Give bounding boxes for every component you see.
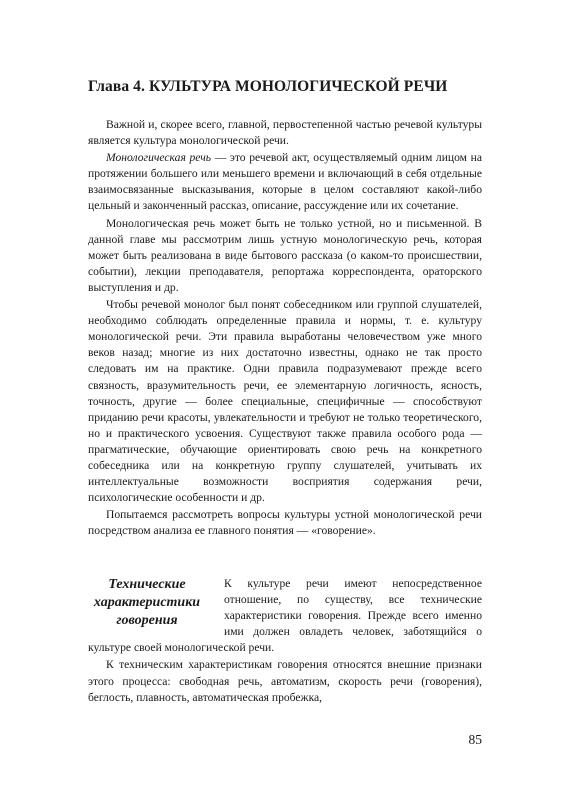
section-heading: Технические характеристики говорения — [93, 577, 201, 628]
paragraph-2-text: — это речевой акт, осуществляемый одним лицом на протяжении большего или меньшего времени и включающий в себя отдельные взаимосвязанные высказывания, которые в целом составляют какой-либо цельный и законченный рассказ, описание, рассуждение или их сочетание. — [88, 151, 482, 213]
paragraph-5: Попытаемся рассмотреть вопросы культуры устной монологической речи посредством анализа ее главного понятия — «говорение». — [88, 508, 482, 538]
section-technical-characteristics — [88, 576, 482, 706]
page-number: 85 — [468, 732, 482, 747]
section-paragraph-2: К техническим характеристикам говорения относятся внешние признаки этого процесса: свободная речь, автоматизм, скорость речи (говорения), беглость, плавность, автоматическая пробежка, — [88, 658, 482, 704]
section-paragraph-1: К культуре речи имеют непосредственное отношение, по существу, все технические характеристики говорения. Прежде всего именно ими должен овладеть человек, заботящийся о культуре своей монологической речи. — [88, 577, 482, 655]
term-monologic-speech: Монологическая речь — [106, 151, 212, 165]
paragraph-4: Чтобы речевой монолог был понят собеседником или группой слушателей, необходимо соблюдать определенные правила и нормы, т. е. культуру монологической речи. Эти правила выработаны человечеством уже много веков назад; многие из них достаточно известны, однако не так просто следовать им на практике. Одни правила подразумевают прежде всего связность, вразумительность речи, ее элементарную логичность, ясность, точность, другие — более специальные, специфичные — способствуют приданию речи красоты, увлекательности и требуют не только теоретического, но и практического усвоения. Существуют также правила особого рода — прагматические, обучающие ориентировать свою речь на конкретного собеседника или на конкретную группу слушателей, учитывать их интеллектуальные возможности восприятия содержания речи, психологические особенности и др. — [88, 298, 482, 505]
paragraph-1: Важной и, скорее всего, главной, первостепенной частью речевой культуры является культура монологической речи. — [88, 118, 482, 148]
chapter-body — [88, 117, 482, 539]
paragraph-2 — [88, 150, 482, 214]
chapter-title: Глава 4. КУЛЬТУРА МОНОЛОГИЧЕСКОЙ РЕЧИ — [88, 78, 448, 95]
paragraph-3: Монологическая речь может быть не только устной, но и письменной. В данной главе мы рассмотрим лишь устную монологическую речь, которая может быть реализована в виде бытового рассказа (о каком-то происшествии, событии), лекции преподавателя, репортажа корреспондента, ораторского выступления и др. — [88, 216, 482, 294]
